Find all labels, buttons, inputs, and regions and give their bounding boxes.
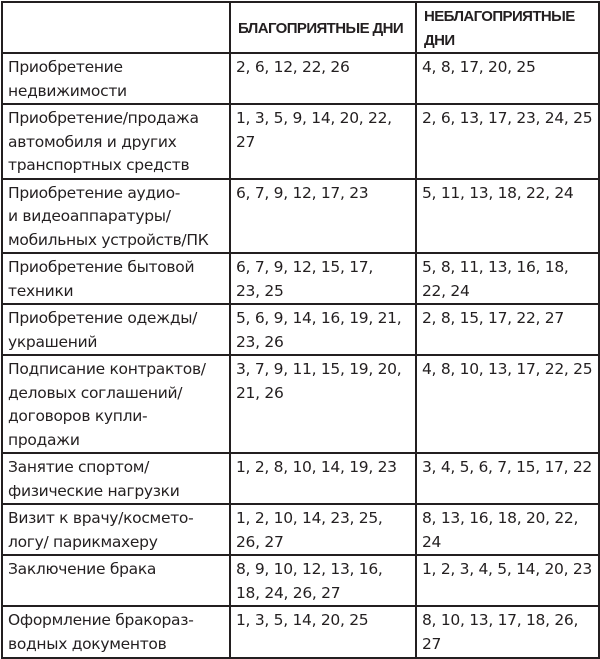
favorable-cell: 1, 2, 10, 14, 23, 25, 26, 27 <box>230 504 416 555</box>
favorable-cell: 6, 7, 9, 12, 15, 17, 23, 25 <box>230 253 416 304</box>
favorable-cell: 1, 3, 5, 14, 20, 25 <box>230 606 416 658</box>
activity-cell: Приобретение одежды/ украшений <box>2 304 230 355</box>
unfavorable-cell: 4, 8, 17, 20, 25 <box>416 53 599 104</box>
unfavorable-cell: 5, 8, 11, 13, 16, 18, 22, 24 <box>416 253 599 304</box>
table-row <box>2 104 599 179</box>
favorable-cell: 3, 7, 9, 11, 15, 19, 20, 21, 26 <box>230 355 416 453</box>
table-row <box>2 253 599 304</box>
unfavorable-cell: 5, 11, 13, 18, 22, 24 <box>416 179 599 254</box>
unfavorable-cell: 3, 4, 5, 6, 7, 15, 17, 22 <box>416 453 599 504</box>
activity-cell: Подписание контрактов/ деловых соглашений/ договоров купли- продажи <box>2 355 230 453</box>
unfavorable-cell: 8, 10, 13, 17, 18, 26, 27 <box>416 606 599 658</box>
favorable-cell: 5, 6, 9, 14, 16, 19, 21, 23, 26 <box>230 304 416 355</box>
table-row <box>2 179 599 254</box>
table-row <box>2 53 599 104</box>
table-row <box>2 304 599 355</box>
favorable-cell: 1, 2, 8, 10, 14, 19, 23 <box>230 453 416 504</box>
header-activity <box>2 2 230 53</box>
favorable-cell: 8, 9, 10, 12, 13, 16, 18, 24, 26, 27 <box>230 555 416 606</box>
header-unfavorable: НЕБЛАГОПРИЯТНЫЕ ДНИ <box>416 2 599 53</box>
header-favorable: БЛАГОПРИЯТНЫЕ ДНИ <box>230 2 416 53</box>
activity-cell: Визит к врачу/космето- логу/ парикмахеру <box>2 504 230 555</box>
activity-cell: Приобретение бытовой техники <box>2 253 230 304</box>
activity-cell: Приобретение недвижимости <box>2 53 230 104</box>
table-row <box>2 555 599 606</box>
header-row <box>2 2 599 53</box>
activity-cell: Занятие спортом/ физические нагрузки <box>2 453 230 504</box>
unfavorable-cell: 2, 6, 13, 17, 23, 24, 25 <box>416 104 599 179</box>
unfavorable-cell: 4, 8, 10, 13, 17, 22, 25 <box>416 355 599 453</box>
activity-cell: Приобретение/продажа автомобиля и других транспортных средств <box>2 104 230 179</box>
table-row <box>2 453 599 504</box>
activity-cell: Оформление бракораз- водных документов <box>2 606 230 658</box>
favorable-cell: 6, 7, 9, 12, 17, 23 <box>230 179 416 254</box>
table-row <box>2 504 599 555</box>
activity-cell: Приобретение аудио- и видеоаппаратуры/ мобильных устройств/ПК <box>2 179 230 254</box>
favorable-cell: 1, 3, 5, 9, 14, 20, 22, 27 <box>230 104 416 179</box>
favorable-cell: 2, 6, 12, 22, 26 <box>230 53 416 104</box>
table-row <box>2 355 599 453</box>
activity-cell: Заключение брака <box>2 555 230 606</box>
days-table <box>1 1 600 659</box>
unfavorable-cell: 2, 8, 15, 17, 22, 27 <box>416 304 599 355</box>
unfavorable-cell: 8, 13, 16, 18, 20, 22, 24 <box>416 504 599 555</box>
unfavorable-cell: 1, 2, 3, 4, 5, 14, 20, 23 <box>416 555 599 606</box>
table-row <box>2 606 599 658</box>
